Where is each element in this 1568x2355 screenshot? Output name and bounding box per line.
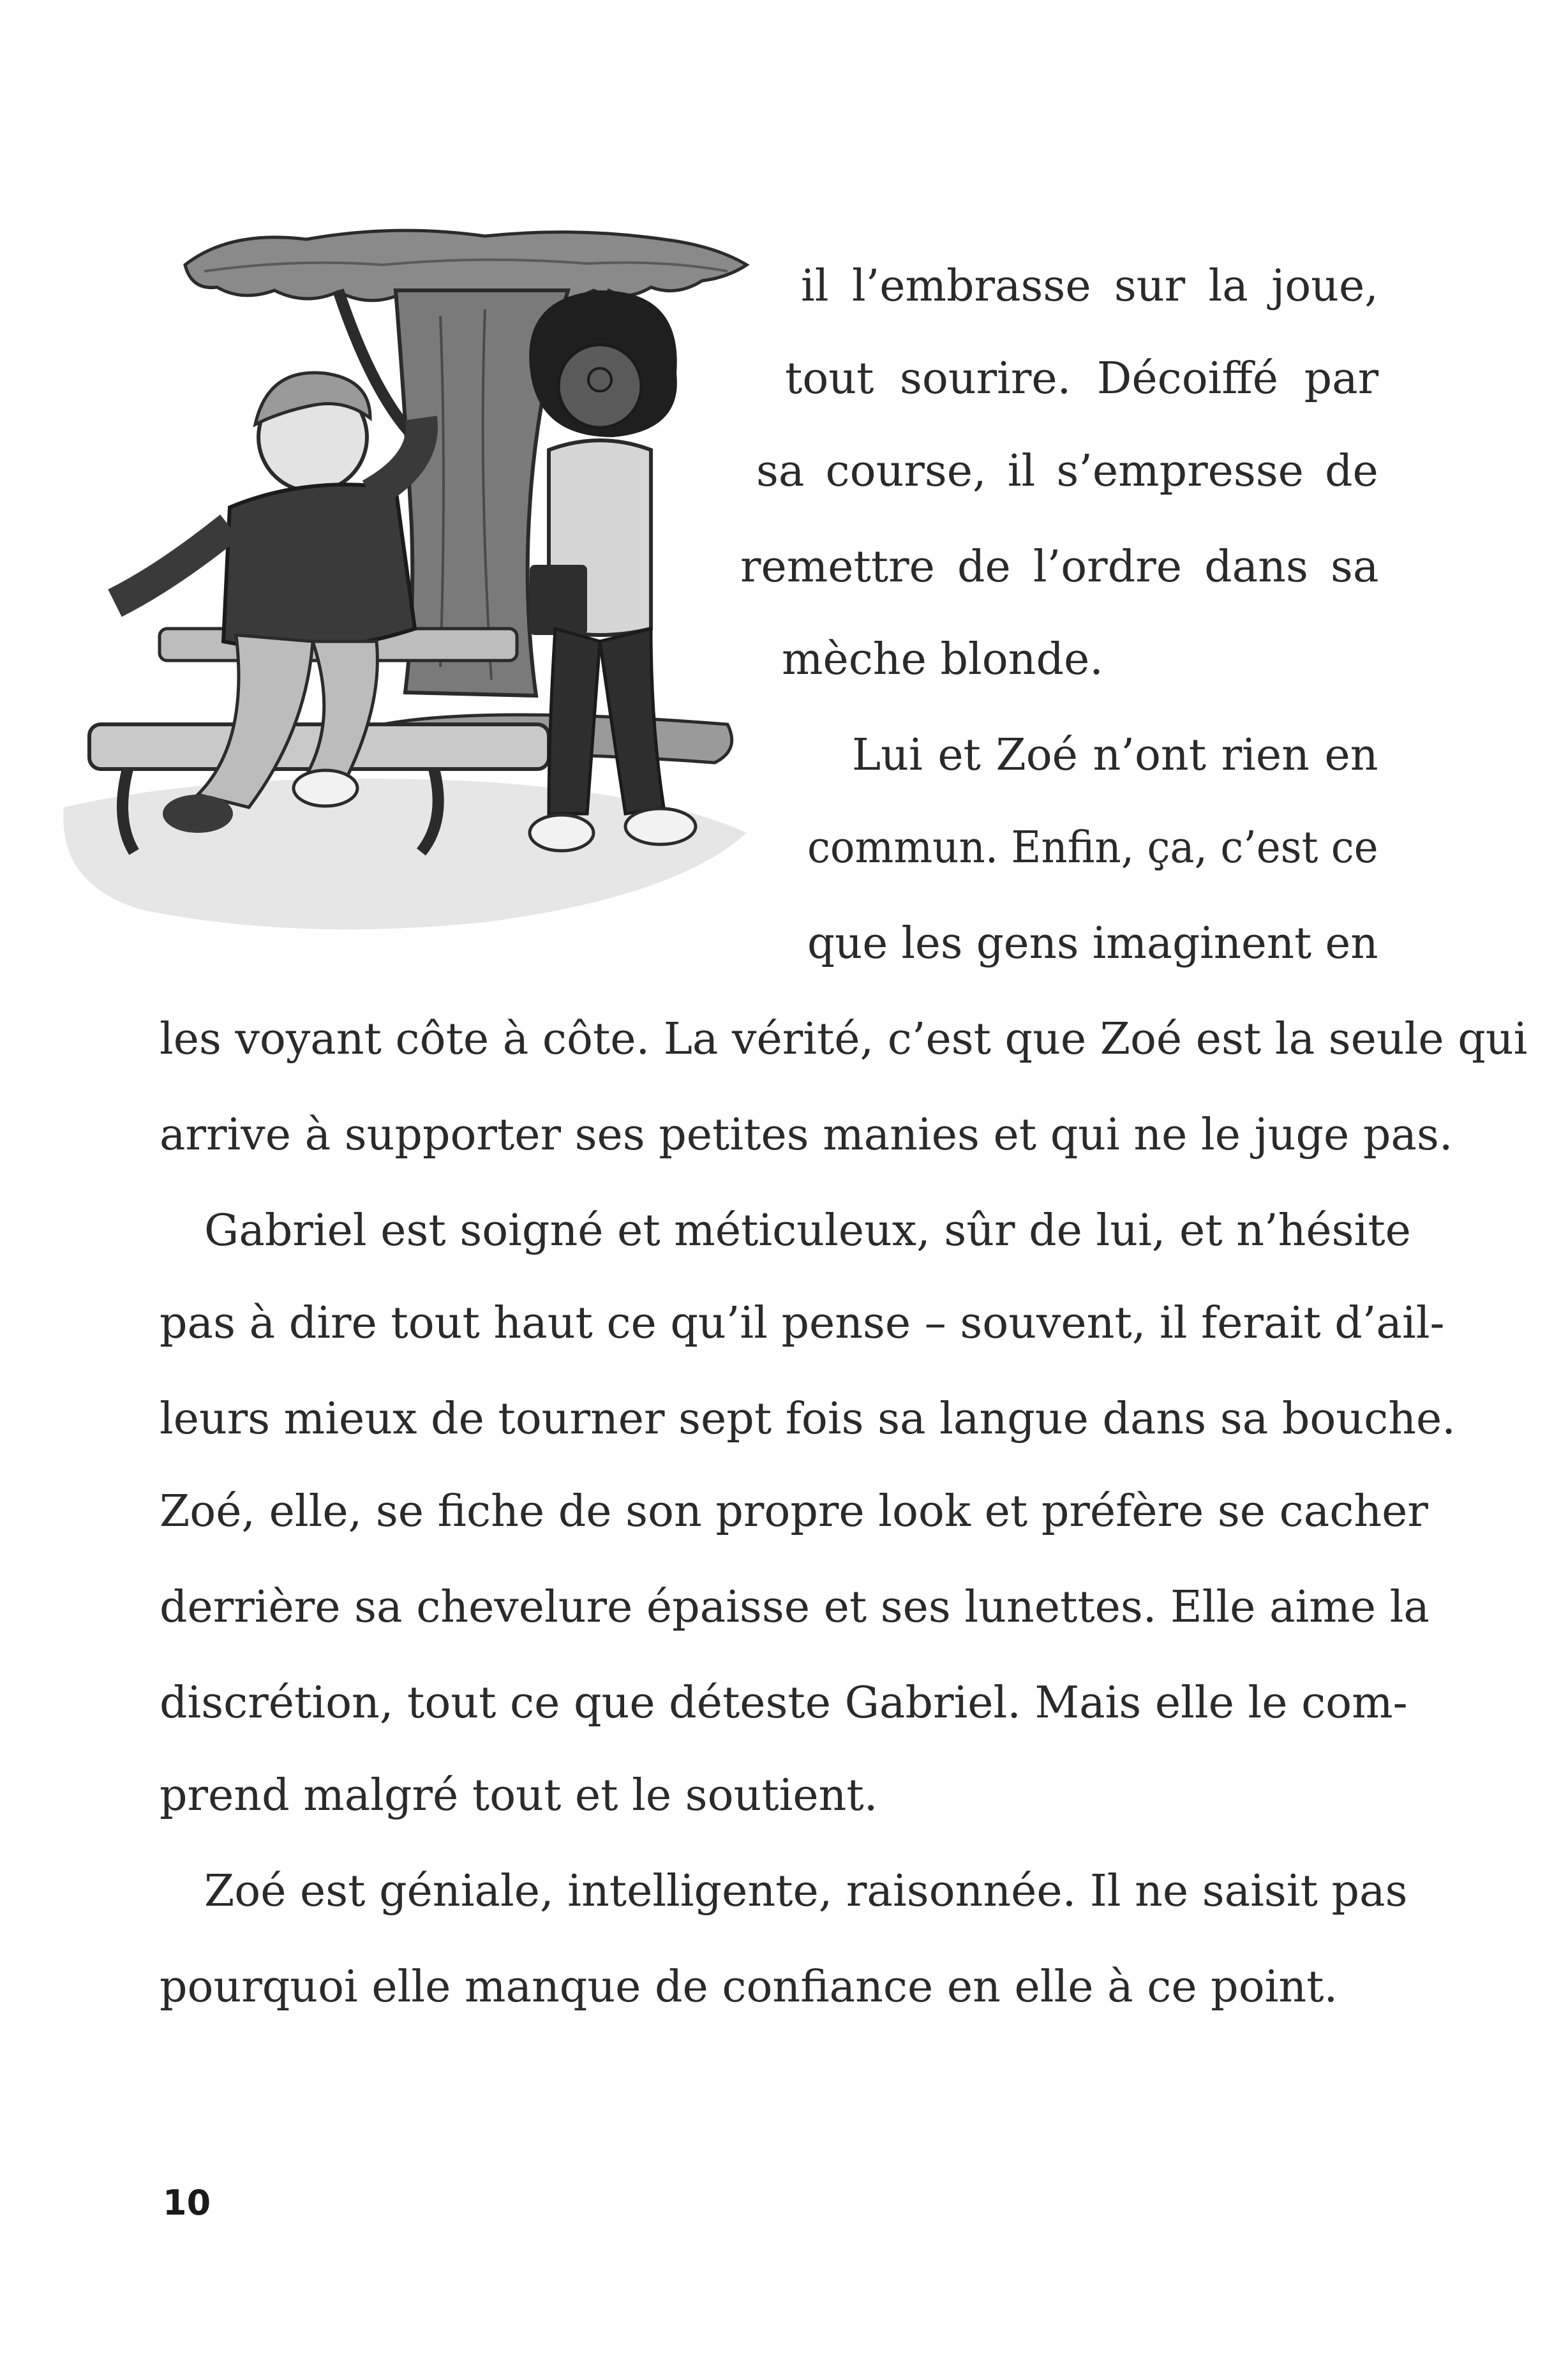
- text-line-11: Gabriel est soigné et méticuleux, sûr de lui, et n’hésite: [204, 1206, 1411, 1256]
- text-line-17: prend malgré tout et le soutient.: [160, 1770, 878, 1821]
- text-line-6: Lui et Zoé n’ont rien en: [852, 730, 1378, 781]
- text-line-13: leurs mieux de tourner sept fois sa langue dans sa bouche.: [160, 1394, 1456, 1444]
- text-line-3: sa course, il s’empresse de: [756, 446, 1378, 497]
- text-line-4: remettre de l’ordre dans sa: [740, 542, 1379, 592]
- page-number: 10: [163, 2183, 211, 2223]
- text-line-15: derrière sa chevelure épaisse et ses lunettes. Elle aime la: [160, 1582, 1430, 1633]
- text-line-8: que les gens imaginent en: [807, 918, 1378, 969]
- two-friends-under-tree-illustration: [38, 220, 791, 954]
- text-line-18: Zoé est géniale, intelligente, raisonnée. Il ne saisit pas: [204, 1866, 1408, 1917]
- text-line-2: tout sourire. Décoiffé par: [785, 354, 1379, 404]
- text-line-9: les voyant côte à côte. La vérité, c’est que Zoé est la seule qui: [160, 1014, 1528, 1065]
- text-line-14: Zoé, elle, se fiche de son propre look et préfère se cacher: [160, 1486, 1428, 1537]
- text-line-5: mèche blonde.: [782, 634, 1103, 685]
- text-line-19: pourquoi elle manque de confiance en elle à ce point.: [160, 1962, 1338, 2012]
- text-line-1: il l’embrasse sur la joue,: [801, 261, 1378, 311]
- text-line-16: discrétion, tout ce que déteste Gabriel. Mais elle le com-: [160, 1678, 1408, 1728]
- text-line-7: commun. Enfin, ça, c’est ce: [807, 823, 1378, 873]
- text-line-10: arrive à supporter ses petites manies et qui ne le juge pas.: [160, 1110, 1453, 1160]
- text-line-12: pas à dire tout haut ce qu’il pense – souvent, il ferait d’ail-: [160, 1298, 1445, 1349]
